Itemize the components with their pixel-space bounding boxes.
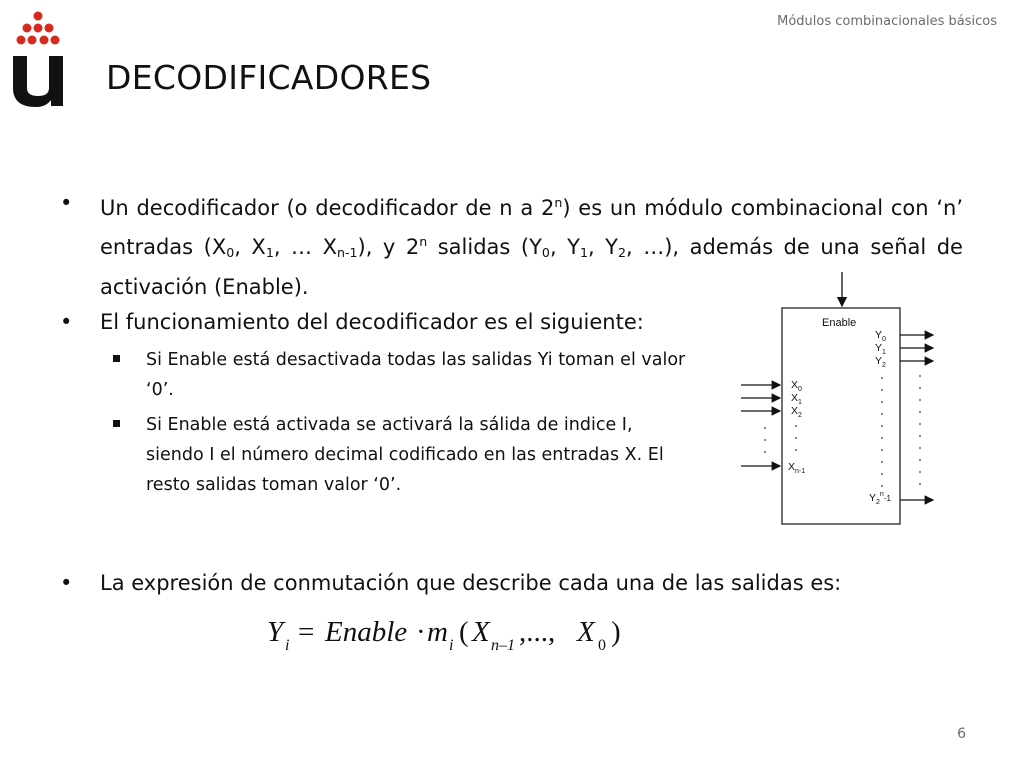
input-label-x2: $X_2$ <box>791 405 802 419</box>
bullet-text: Un decodificador (o decodificador de n a 2$^n$) es un módulo combinacional con ‘n’ entradas ($X_0$, $X_1$, … $X_{n-1}$), y 2$^n$ salidas ($Y_0$, $Y_1$, $Y_2$, …), además de una señal de activación (Enable). <box>100 195 963 299</box>
input-ellipsis-outer <box>764 427 766 453</box>
page-number: 6 <box>957 726 966 742</box>
output-label-y0: $Y_0$ <box>875 329 886 343</box>
bullet-operation <box>60 305 760 339</box>
switching-formula <box>265 608 645 658</box>
formula-y-sub: i <box>285 637 290 654</box>
header-subject: Módulos combinacionales básicos <box>777 14 997 29</box>
formula-dot: · <box>416 616 426 648</box>
formula-equals: = <box>298 616 315 648</box>
bullet-switching-expression <box>60 566 963 600</box>
bullet-dot-icon: • <box>60 191 73 215</box>
subbullet-text: Si Enable está activada se activará la sálida de indice I, siendo I el número decimal codificado en las entradas X. El resto salidas toman valor ‘0’. <box>146 415 664 495</box>
subbullet-enable-off <box>113 345 693 405</box>
input-label-xlast: $X_{n-1}$ <box>788 461 806 475</box>
university-logo <box>10 8 66 108</box>
bullet-text: El funcionamiento del decodificador es el siguiente: <box>100 310 644 334</box>
formula-open-paren: ( <box>459 616 469 648</box>
decoder-block-diagram <box>733 268 945 530</box>
subbullet-text: Si Enable está desactivada todas las salidas Yi toman el valor ‘0’. <box>146 350 686 400</box>
page-title: DECODIFICADORES <box>106 58 432 97</box>
input-label-x0: $X_0$ <box>791 379 802 393</box>
bullet-text: La expresión de conmutación que describe cada una de las salidas es: <box>100 571 842 595</box>
formula-m: m <box>427 616 448 648</box>
input-label-x1: $X_1$ <box>791 392 802 406</box>
output-label-y1: $Y_1$ <box>875 342 886 356</box>
formula-ellipsis: ,..., <box>519 616 556 648</box>
output-label-ylast: $Y_2^n_{-1}$ <box>869 491 891 506</box>
formula-enable: Enable <box>325 616 408 648</box>
formula-y: Y <box>267 616 284 648</box>
enable-label: Enable <box>822 317 857 329</box>
formula-x1: X <box>472 616 490 648</box>
input-ellipsis-inner <box>795 425 797 451</box>
bullet-dot-icon: • <box>60 571 73 595</box>
bullet-dot-icon: • <box>60 310 73 334</box>
formula-close-paren: ) <box>611 616 621 648</box>
output-ellipsis-inner <box>881 377 883 487</box>
output-label-y2: $Y_2$ <box>875 355 886 369</box>
output-ellipsis-outer <box>919 375 921 485</box>
subbullet-enable-on <box>113 410 693 500</box>
formula-x2-sub: 0 <box>598 637 606 654</box>
formula-x1-sub: n–1 <box>491 637 515 654</box>
square-bullet-icon <box>113 420 120 427</box>
formula-m-sub: i <box>449 637 454 654</box>
square-bullet-icon <box>113 355 120 362</box>
formula-x2: X <box>577 616 595 648</box>
